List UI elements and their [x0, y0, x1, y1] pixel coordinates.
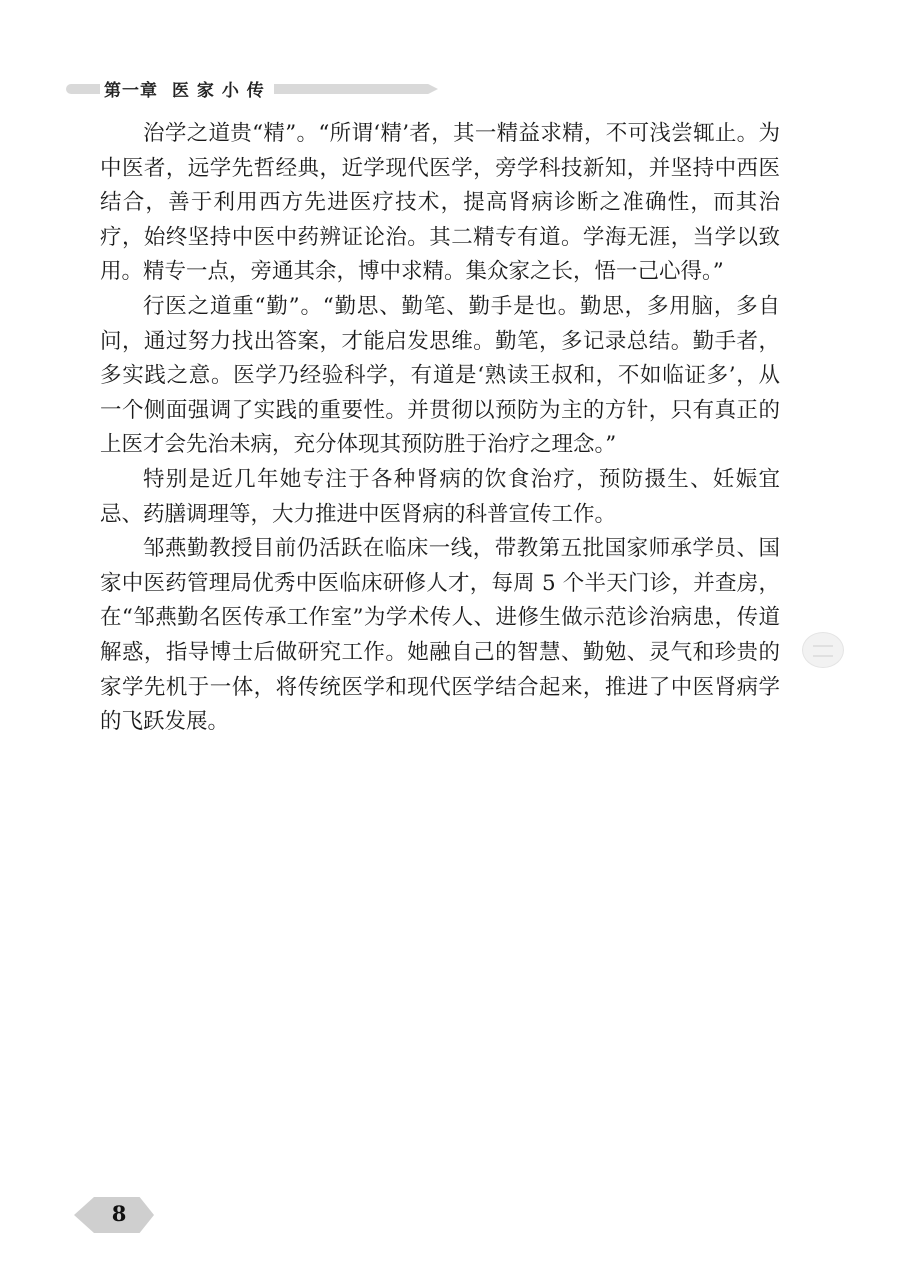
header-title	[104, 76, 265, 101]
header-decoration-left	[66, 84, 100, 94]
paragraph-2: 行医之道重“勤”。“勤思、勤笔、勤手是也。勤思，多用脑，多自问，通过努力找出答案，才能启发思维。勤笔，多记录总结。勤手者，多实践之意。医学乃经验科学，有道是‘熟读王叔和，不如临证多’，从一个侧面强调了实践的重要性。并贯彻以预防为主的方针，只有真正的上医才会先治未病，充分体现其预防胜于治疗之理念。”	[100, 293, 780, 458]
margin-stamp-icon	[802, 632, 844, 668]
page-number: 8	[111, 1201, 127, 1226]
paragraph-3: 特别是近几年她专注于各种肾病的饮食治疗，预防摄生、妊娠宜忌、药膳调理等，大力推进中医肾病的科普宣传工作。	[100, 466, 780, 527]
paragraph-1: 治学之道贵“精”。“所谓‘精’者，其一精益求精，不可浅尝辄止。为中医者，远学先哲经典，近学现代医学，旁学科技新知，并坚持中西医结合，善于利用西方先进医疗技术，提高肾病诊断之准确性，而其治疗，始终坚持中医中药辨证论治。其二精专有道。学海无涯，当学以致用。精专一点，旁通其余，博中求精。集众家之长，悟一己心得。”	[100, 121, 780, 285]
paragraph-4: 邹燕勤教授目前仍活跃在临床一线，带教第五批国家师承学员、国家中医药管理局优秀中医临床研修人才，每周 5 个半天门诊，并查房，在“邹燕勤名医传承工作室”为学术传人、进修生做示范诊治病患，传道解惑，指导博士后做研究工作。她融自己的智慧、勤勉、灵气和珍贵的家学先机于一体，将传统医学和现代医学结合起来，推进了中医肾病学的飞跃发展。	[100, 536, 780, 735]
page-body	[100, 117, 780, 740]
section-label: 医 家 小 传	[172, 81, 265, 101]
running-header	[66, 76, 386, 104]
header-decoration-right	[274, 84, 438, 94]
chapter-label: 第一章	[104, 81, 158, 101]
